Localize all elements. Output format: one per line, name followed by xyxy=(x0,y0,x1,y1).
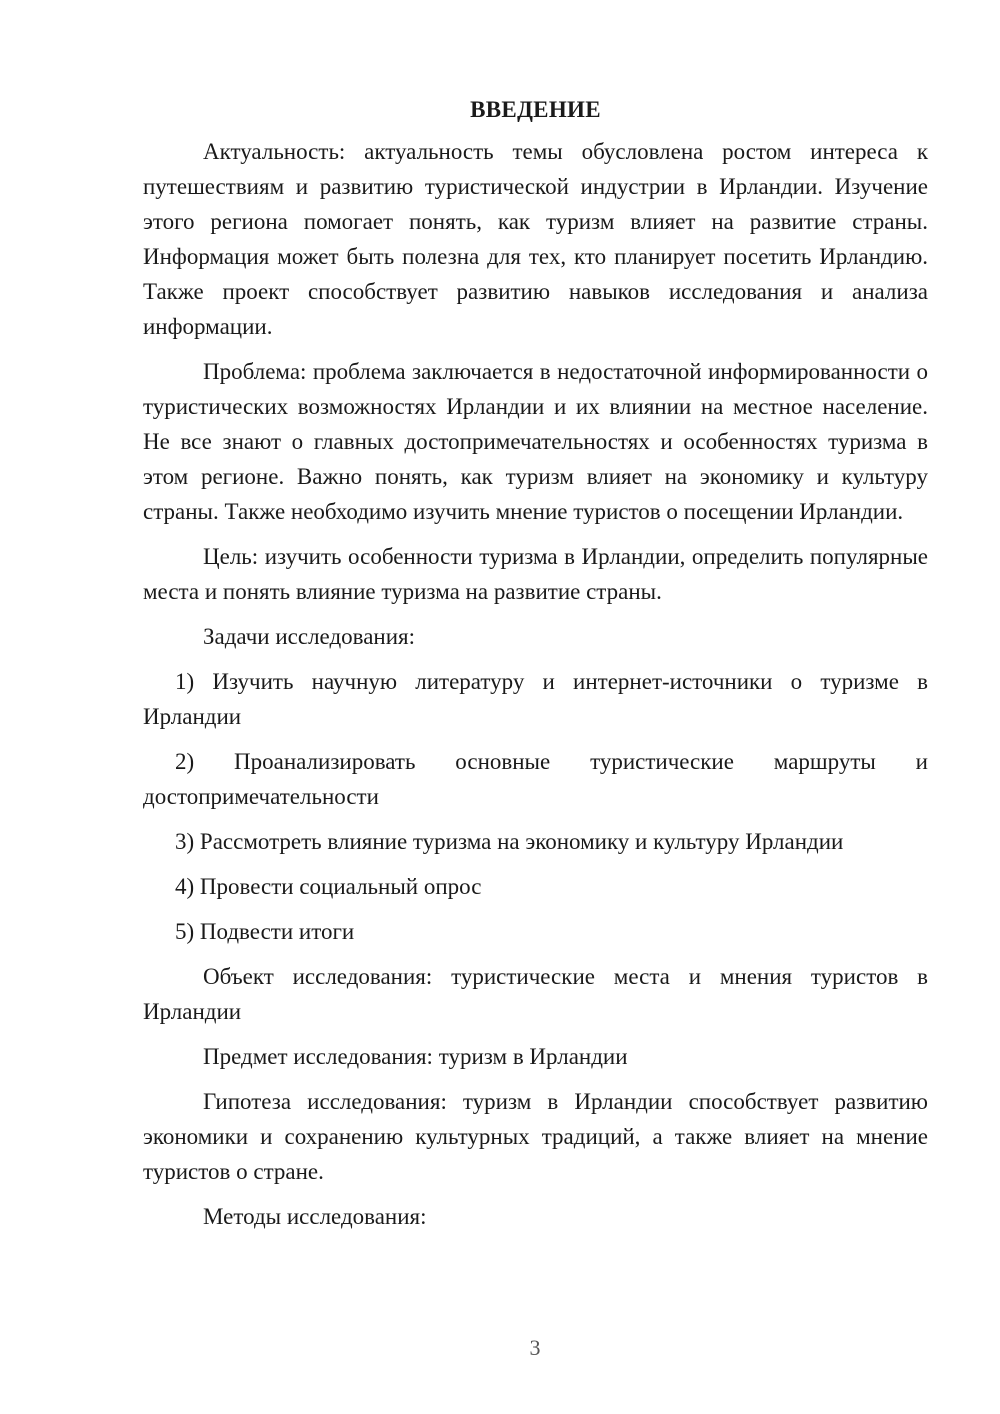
subject-paragraph: Предмет исследования: туризм в Ирландии xyxy=(203,1044,628,1069)
object-paragraph: Объект исследования: туристические места и мнения туристов в Ирландии xyxy=(143,964,928,1024)
page-number: 3 xyxy=(529,1335,541,1360)
goal-paragraph: Цель: изучить особенности туризма в Ирландии, определить популярные места и понять влияние туризма на развитие страны. xyxy=(143,544,928,604)
task-item-5: 5) Подвести итоги xyxy=(175,919,355,944)
page-content xyxy=(143,92,928,1244)
task-item-4: 4) Провести социальный опрос xyxy=(175,874,482,899)
page-title: ВВЕДЕНИЕ xyxy=(470,97,601,122)
task-item-2: 2) Проанализировать основные туристические маршруты и достопримечательности xyxy=(143,749,928,809)
problem-paragraph: Проблема: проблема заключается в недостаточной информированности о туристических возможностях Ирландии и их влиянии на местное население. Не все знают о главных достопримечательностях и особенностях туризма в этом регионе. Важно понять, как туризм влияет на экономику и культуру страны. Также необходимо изучить мнение туристов о посещении Ирландии. xyxy=(143,359,928,524)
task-item-1: 1) Изучить научную литературу и интернет-источники о туризме в Ирландии xyxy=(143,669,928,729)
relevance-paragraph: Актуальность: актуальность темы обусловлена ростом интереса к путешествиям и развитию туристической индустрии в Ирландии. Изучение этого региона помогает понять, как туризм влияет на развитие страны. Информация может быть полезна для тех, кто планирует посетить Ирландию. Также проект способствует развитию навыков исследования и анализа информации. xyxy=(143,139,928,339)
task-item-3: 3) Рассмотреть влияние туризма на экономику и культуру Ирландии xyxy=(175,829,844,854)
methods-heading: Методы исследования: xyxy=(203,1204,427,1229)
tasks-heading: Задачи исследования: xyxy=(203,624,416,649)
hypothesis-paragraph: Гипотеза исследования: туризм в Ирландии способствует развитию экономики и сохранению культурных традиций, а также влияет на мнение туристов о стране. xyxy=(143,1089,928,1184)
